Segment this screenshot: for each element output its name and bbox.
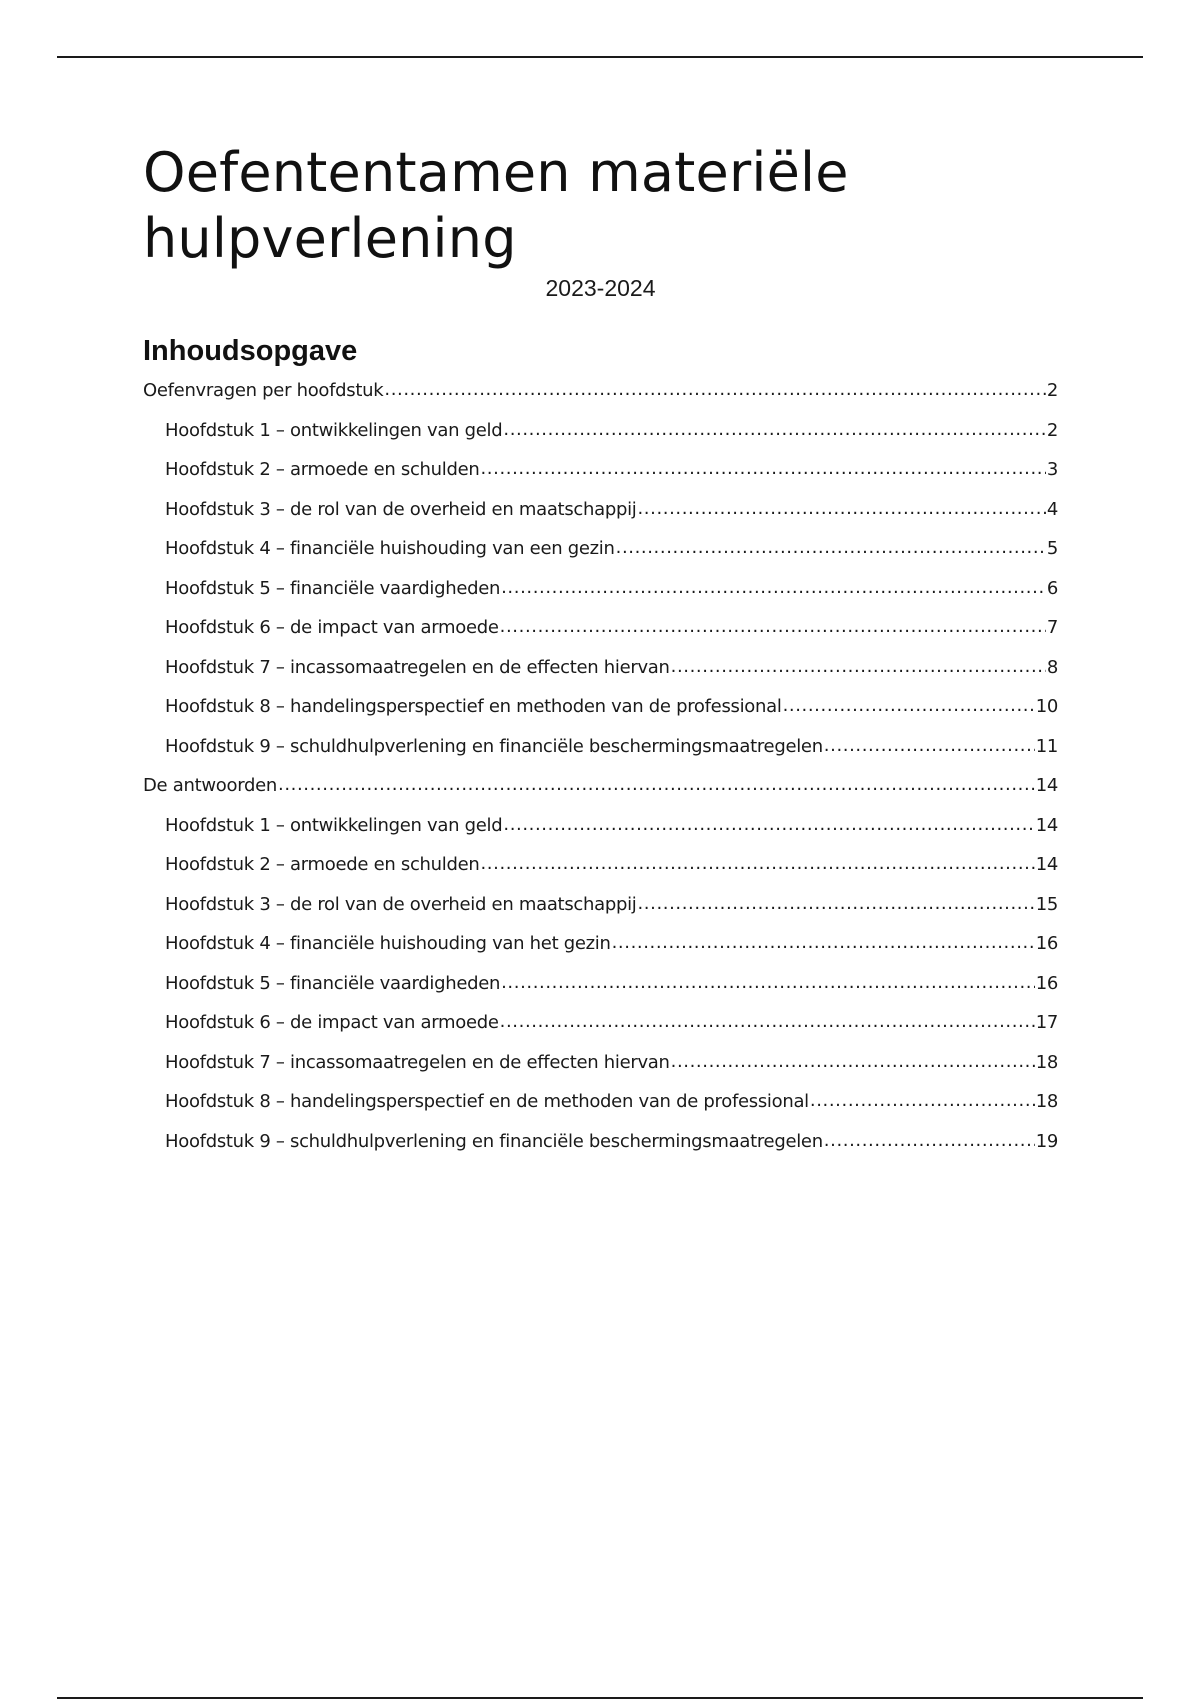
toc-dot-leader [671, 656, 1046, 677]
toc-dot-leader [500, 1011, 1035, 1032]
toc-dot-leader [503, 814, 1034, 835]
toc-dot-leader [783, 695, 1035, 716]
toc-dot-leader [637, 893, 1034, 914]
toc-entry-page-number: 14 [1035, 775, 1058, 796]
toc-entry-page-number: 6 [1046, 577, 1058, 599]
toc-entry-page-number: 8 [1046, 656, 1058, 678]
toc-entry-label: Hoofdstuk 2 – armoede en schulden [165, 854, 480, 875]
toc-entry[interactable] [143, 933, 1058, 973]
toc-dot-leader [500, 616, 1046, 637]
toc-entry-page-number: 11 [1035, 735, 1058, 757]
toc-entry[interactable] [143, 617, 1058, 657]
toc-entry-page-number: 5 [1046, 538, 1058, 559]
toc-entry[interactable] [143, 1052, 1058, 1092]
toc-entry-label: Hoofdstuk 9 – schuldhulpverlening en financiële beschermingsmaatregelen [165, 735, 823, 757]
toc-entry-page-number: 4 [1046, 498, 1058, 520]
toc-dot-leader [612, 932, 1035, 953]
toc-entry-label: Hoofdstuk 3 – de rol van de overheid en maatschappij [165, 498, 637, 520]
toc-entry[interactable] [143, 815, 1058, 855]
toc-entry[interactable] [143, 894, 1058, 934]
table-of-contents [143, 380, 1058, 1170]
toc-entry-label: Hoofdstuk 6 – de impact van armoede [165, 617, 499, 638]
toc-dot-leader [480, 853, 1034, 874]
toc-entry-label: Hoofdstuk 4 – financiële huishouding van het gezin [165, 933, 611, 954]
toc-dot-leader [637, 498, 1045, 519]
toc-entry[interactable] [143, 1012, 1058, 1052]
toc-entry[interactable] [143, 499, 1058, 539]
toc-dot-leader [278, 774, 1035, 795]
toc-entry-label: Hoofdstuk 7 – incassomaatregelen en de effecten hiervan [165, 1051, 670, 1073]
toc-dot-leader [824, 1130, 1035, 1151]
toc-entry-label: Hoofdstuk 1 – ontwikkelingen van geld [165, 419, 503, 441]
toc-entry-page-number: 14 [1035, 854, 1058, 875]
toc-entry-page-number: 10 [1035, 696, 1058, 717]
toc-entry[interactable] [143, 578, 1058, 618]
toc-entry-page-number: 16 [1035, 972, 1058, 994]
toc-entry-label: Hoofdstuk 4 – financiële huishouding van een gezin [165, 538, 615, 559]
toc-entry-label: Hoofdstuk 3 – de rol van de overheid en maatschappij [165, 893, 637, 915]
toc-entry[interactable] [143, 775, 1058, 815]
toc-dot-leader [480, 458, 1045, 479]
toc-dot-leader [671, 1051, 1035, 1072]
toc-entry-page-number: 3 [1046, 459, 1058, 480]
toc-entry[interactable] [143, 420, 1058, 460]
toc-entry-page-number: 15 [1035, 893, 1058, 915]
toc-entry[interactable] [143, 1131, 1058, 1171]
toc-entry[interactable] [143, 459, 1058, 499]
toc-dot-leader [824, 735, 1035, 756]
toc-entry-page-number: 17 [1035, 1012, 1058, 1033]
toc-entry-page-number: 19 [1035, 1130, 1058, 1152]
toc-entry-label: Hoofdstuk 7 – incassomaatregelen en de effecten hiervan [165, 656, 670, 678]
toc-entry-page-number: 14 [1035, 814, 1058, 836]
toc-heading: Inhoudsopgave [143, 335, 358, 367]
toc-entry[interactable] [143, 1091, 1058, 1131]
toc-entry-label: De antwoorden [143, 775, 277, 796]
toc-entry-label: Hoofdstuk 6 – de impact van armoede [165, 1012, 499, 1033]
page-content [143, 140, 1058, 1170]
toc-entry[interactable] [143, 736, 1058, 776]
toc-entry-page-number: 16 [1035, 933, 1058, 954]
document-title: Oefententamen materiële hulpverlening [143, 141, 849, 270]
toc-entry-page-number: 18 [1035, 1051, 1058, 1073]
toc-dot-leader [384, 379, 1045, 400]
toc-dot-leader [810, 1090, 1035, 1111]
toc-entry[interactable] [143, 973, 1058, 1013]
document-subtitle: 2023-2024 [545, 275, 656, 301]
footer-rule [57, 1697, 1143, 1699]
toc-entry[interactable] [143, 854, 1058, 894]
toc-dot-leader [616, 537, 1046, 558]
toc-dot-leader [501, 972, 1035, 993]
toc-entry-label: Hoofdstuk 8 – handelingsperspectief en de methoden van de professional [165, 1091, 809, 1112]
toc-entry-page-number: 2 [1046, 380, 1058, 401]
toc-entry-label: Hoofdstuk 8 – handelingsperspectief en methoden van de professional [165, 696, 782, 717]
toc-entry[interactable] [143, 696, 1058, 736]
toc-entry-label: Hoofdstuk 5 – financiële vaardigheden [165, 577, 501, 599]
toc-dot-leader [501, 577, 1046, 598]
toc-entry-page-number: 2 [1046, 419, 1058, 441]
toc-entry-label: Oefenvragen per hoofdstuk [143, 380, 384, 401]
toc-entry[interactable] [143, 380, 1058, 420]
header-rule [57, 56, 1143, 58]
toc-dot-leader [503, 419, 1045, 440]
toc-entry-label: Hoofdstuk 9 – schuldhulpverlening en financiële beschermingsmaatregelen [165, 1130, 823, 1152]
toc-entry-label: Hoofdstuk 2 – armoede en schulden [165, 459, 480, 480]
toc-entry-page-number: 7 [1046, 617, 1058, 638]
toc-entry-page-number: 18 [1035, 1091, 1058, 1112]
toc-entry-label: Hoofdstuk 5 – financiële vaardigheden [165, 972, 501, 994]
toc-entry[interactable] [143, 538, 1058, 578]
toc-entry[interactable] [143, 657, 1058, 697]
toc-entry-label: Hoofdstuk 1 – ontwikkelingen van geld [165, 814, 503, 836]
